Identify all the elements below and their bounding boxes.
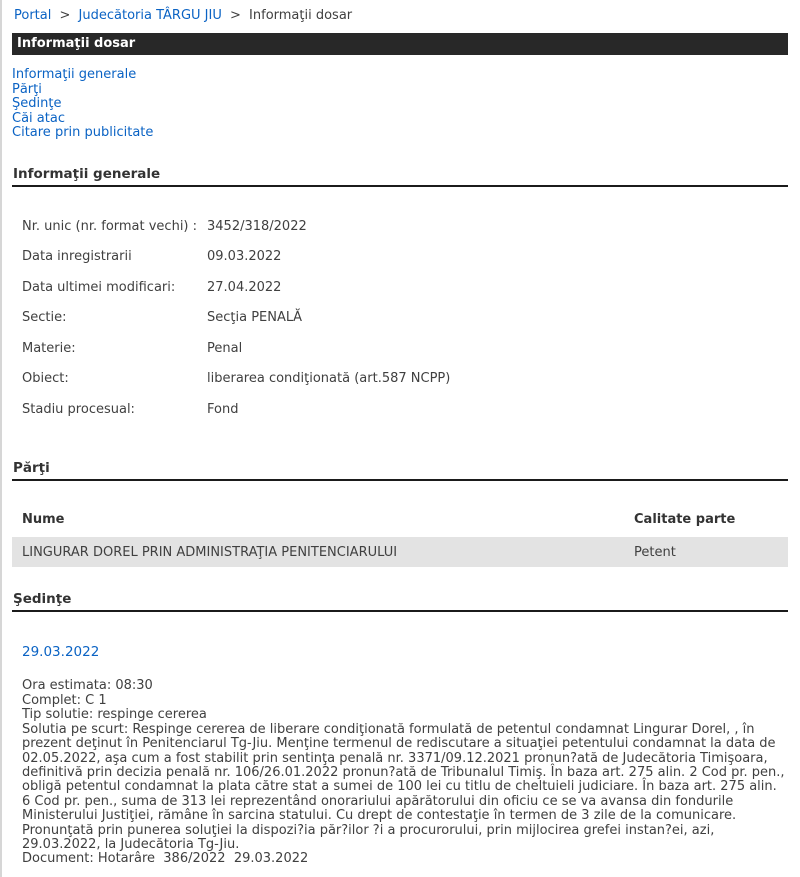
party-name: LINGURAR DOREL PRIN ADMINISTRAŢIA PENITENCIARULUI [22,544,398,560]
nav-link-parti[interactable]: Părţi [12,81,42,97]
field-label: Sectie: [22,310,67,326]
nav-link-cai-atac[interactable]: Căi atac [12,110,65,126]
table-row [12,537,788,567]
field-value: 09.03.2022 [207,249,282,265]
field-value: liberarea condiţionată (art.587 NCPP) [207,371,451,387]
party-role: Petent [634,544,676,560]
hearing-details [12,679,788,866]
general-info-heading: Informaţii generale [12,166,788,187]
field-label: Data inregistrarii [22,249,132,265]
hearing-document: Document: Hotarâre 386/2022 29.03.2022 [22,851,309,867]
nav-link-citare-prin-publicitate[interactable]: Citare prin publicitate [12,125,154,141]
field-row-data-ultimei-modificari [12,272,788,303]
section-nav [12,68,788,141]
field-row-data-inregistrarii [12,241,788,272]
nav-link-informatii-generale[interactable]: Informaţii generale [12,67,137,82]
page-title-bar [12,33,788,55]
page-title: Informaţii dosar [17,36,136,51]
column-header-calitate-parte: Calitate parte [634,512,736,528]
field-value: Penal [207,340,243,356]
general-info-fields [12,211,788,425]
breadcrumb-link-portal[interactable]: Portal [14,8,52,23]
field-label: Materie: [22,340,76,356]
hearing-estimated-time: Ora estimata: 08:30 [22,678,153,694]
breadcrumb-separator: > [230,8,241,23]
field-label: Nr. unic (nr. format vechi) : [22,218,198,234]
breadcrumb-current: Informaţii dosar [249,8,353,23]
field-row-nr-unic [12,211,788,242]
breadcrumb-link-court[interactable]: Judecătoria TÂRGU JIU [78,8,222,23]
field-label: Stadiu procesual: [22,401,135,417]
hearing-solution-summary: Solutia pe scurt: Respinge cererea de liberare condiţionată formulată de petentul condamnat Lingurar Dorel, , în prezent deţinut în Penitenciarul Tg-Jiu. Menţine termenul de rediscutare a situaţiei petentului condamnat la data de 02.05.2022, aşa cum a fost stabilit prin sentinţa penală nr. 3371/09.12.2021 pronun?ată de Judecătoria Timişoara, definitivă prin decizia penală nr. 106/26.01.2022 pronun?ată de Tribunalul Timiş. În baza art. 275 alin. 2 Cod pr. pen., obligă petentul condamnat la plata către stat a sumei de 100 lei cu titlu de cheltuieli judiciare. În baza art. 275 alin. 6 Cod pr. pen., suma de 313 lei reprezentând onorariului apărătorului din oficiu ce se va avansa din fondurile Ministerului Justiţiei, rămâne în sarcina statului. Cu drept de contestaţie în termen de 3 zile de la comunicare. Pronunţată prin punerea soluţiei la dispozi?ia păr?ilor ?i a procurorului, prin mijlocirea grefei instan?ei, azi, 29.03.2022, la Judecătoria Tg-Jiu. [22,721,789,852]
field-value: Secţia PENALĂ [207,310,303,326]
field-row-obiect [12,363,788,394]
field-row-stadiu-procesual [12,394,788,425]
field-label: Data ultimei modificari: [22,279,176,295]
breadcrumb-separator: > [59,8,71,23]
parties-table [12,501,788,567]
hearing-date-link[interactable]: 29.03.2022 [22,644,100,661]
field-row-materie [12,333,788,364]
breadcrumb [12,8,788,24]
parties-heading: Părţi [12,460,788,481]
hearing-solution-type: Tip solutie: respinge cererea [22,707,207,723]
column-header-nume: Nume [22,512,65,528]
hearing-panel: Complet: C 1 [22,692,107,708]
field-value: Fond [207,401,239,417]
field-row-sectie [12,302,788,333]
nav-link-sedinte[interactable]: Şedinţe [12,96,62,112]
field-label: Obiect: [22,371,69,387]
parties-table-header [12,501,788,537]
field-value: 3452/318/2022 [207,218,307,234]
hearings-heading: Şedinţe [12,591,788,612]
field-value: 27.04.2022 [207,279,282,295]
